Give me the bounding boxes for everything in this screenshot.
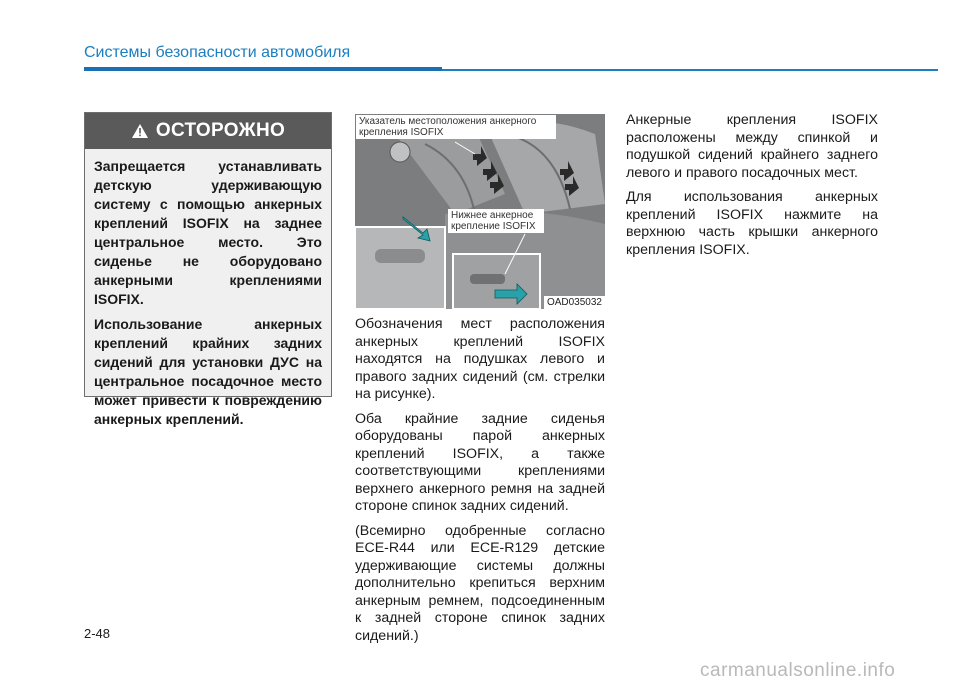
page-number: 2-48: [84, 626, 111, 641]
body-paragraph: Обозначения мест расположения анкерных креплений ISOFIX находятся на подушках левого и правого задних сидений (см. стрелки на рисунке).: [355, 316, 605, 402]
body-paragraph: (Всемирно одобренные согласно ECE-R44 или ECE-R129 детские удерживающие системы должны дополнительно крепиться верхним анкерным ремнем, подсоединенным к задней стороне спинок задних сидений.): [355, 522, 605, 644]
body-paragraph: Анкерные крепления ISOFIX расположены между спинкой и подушкой сидений крайнего заднего левого и правого посадочных мест.: [626, 112, 878, 181]
middle-column: [355, 316, 605, 652]
body-paragraph: Оба крайние задние сиденья оборудованы парой анкерных креплений ISOFIX, а также соответствующими креплениями верхнего анкерного ремня на задней стороне спинок задних сидений.: [355, 410, 605, 514]
warning-header: [85, 113, 331, 149]
figure-code: OAD035032: [544, 296, 605, 309]
header-rule-light: [442, 69, 938, 71]
header-rule-dark: [84, 67, 442, 71]
isofix-figure: [355, 114, 605, 309]
warning-triangle-icon: [131, 123, 149, 139]
body-paragraph: Для использования анкерных креплений ISOFIX нажмите на верхнюю часть крышки анкерного крепления ISOFIX.: [626, 189, 878, 258]
warning-title: ОСТОРОЖНО: [155, 120, 286, 141]
right-column: [626, 112, 878, 266]
callout-lower-anchor: Нижнее анкерное крепление ISOFIX: [448, 209, 544, 233]
callout-anchor-indicator: Указатель местоположения анкерного крепления ISOFIX: [356, 115, 556, 139]
section-title: Системы безопасности автомобиля: [84, 44, 351, 61]
watermark: carmanualsonline.info: [700, 660, 896, 681]
warning-box: [84, 112, 332, 427]
warning-paragraph: Использование анкерных креплений крайних задних сидений для установки ДУС на центральное посадочное место может привести к повреждению анкерных креплений.: [94, 316, 322, 427]
warning-paragraph: Запрещается устанавливать детскую удерживающую систему с помощью анкерных креплений ISOFIX на заднее центральное место. Это сиденье не оборудовано анкерными креплениями ISOFIX.: [94, 158, 322, 307]
